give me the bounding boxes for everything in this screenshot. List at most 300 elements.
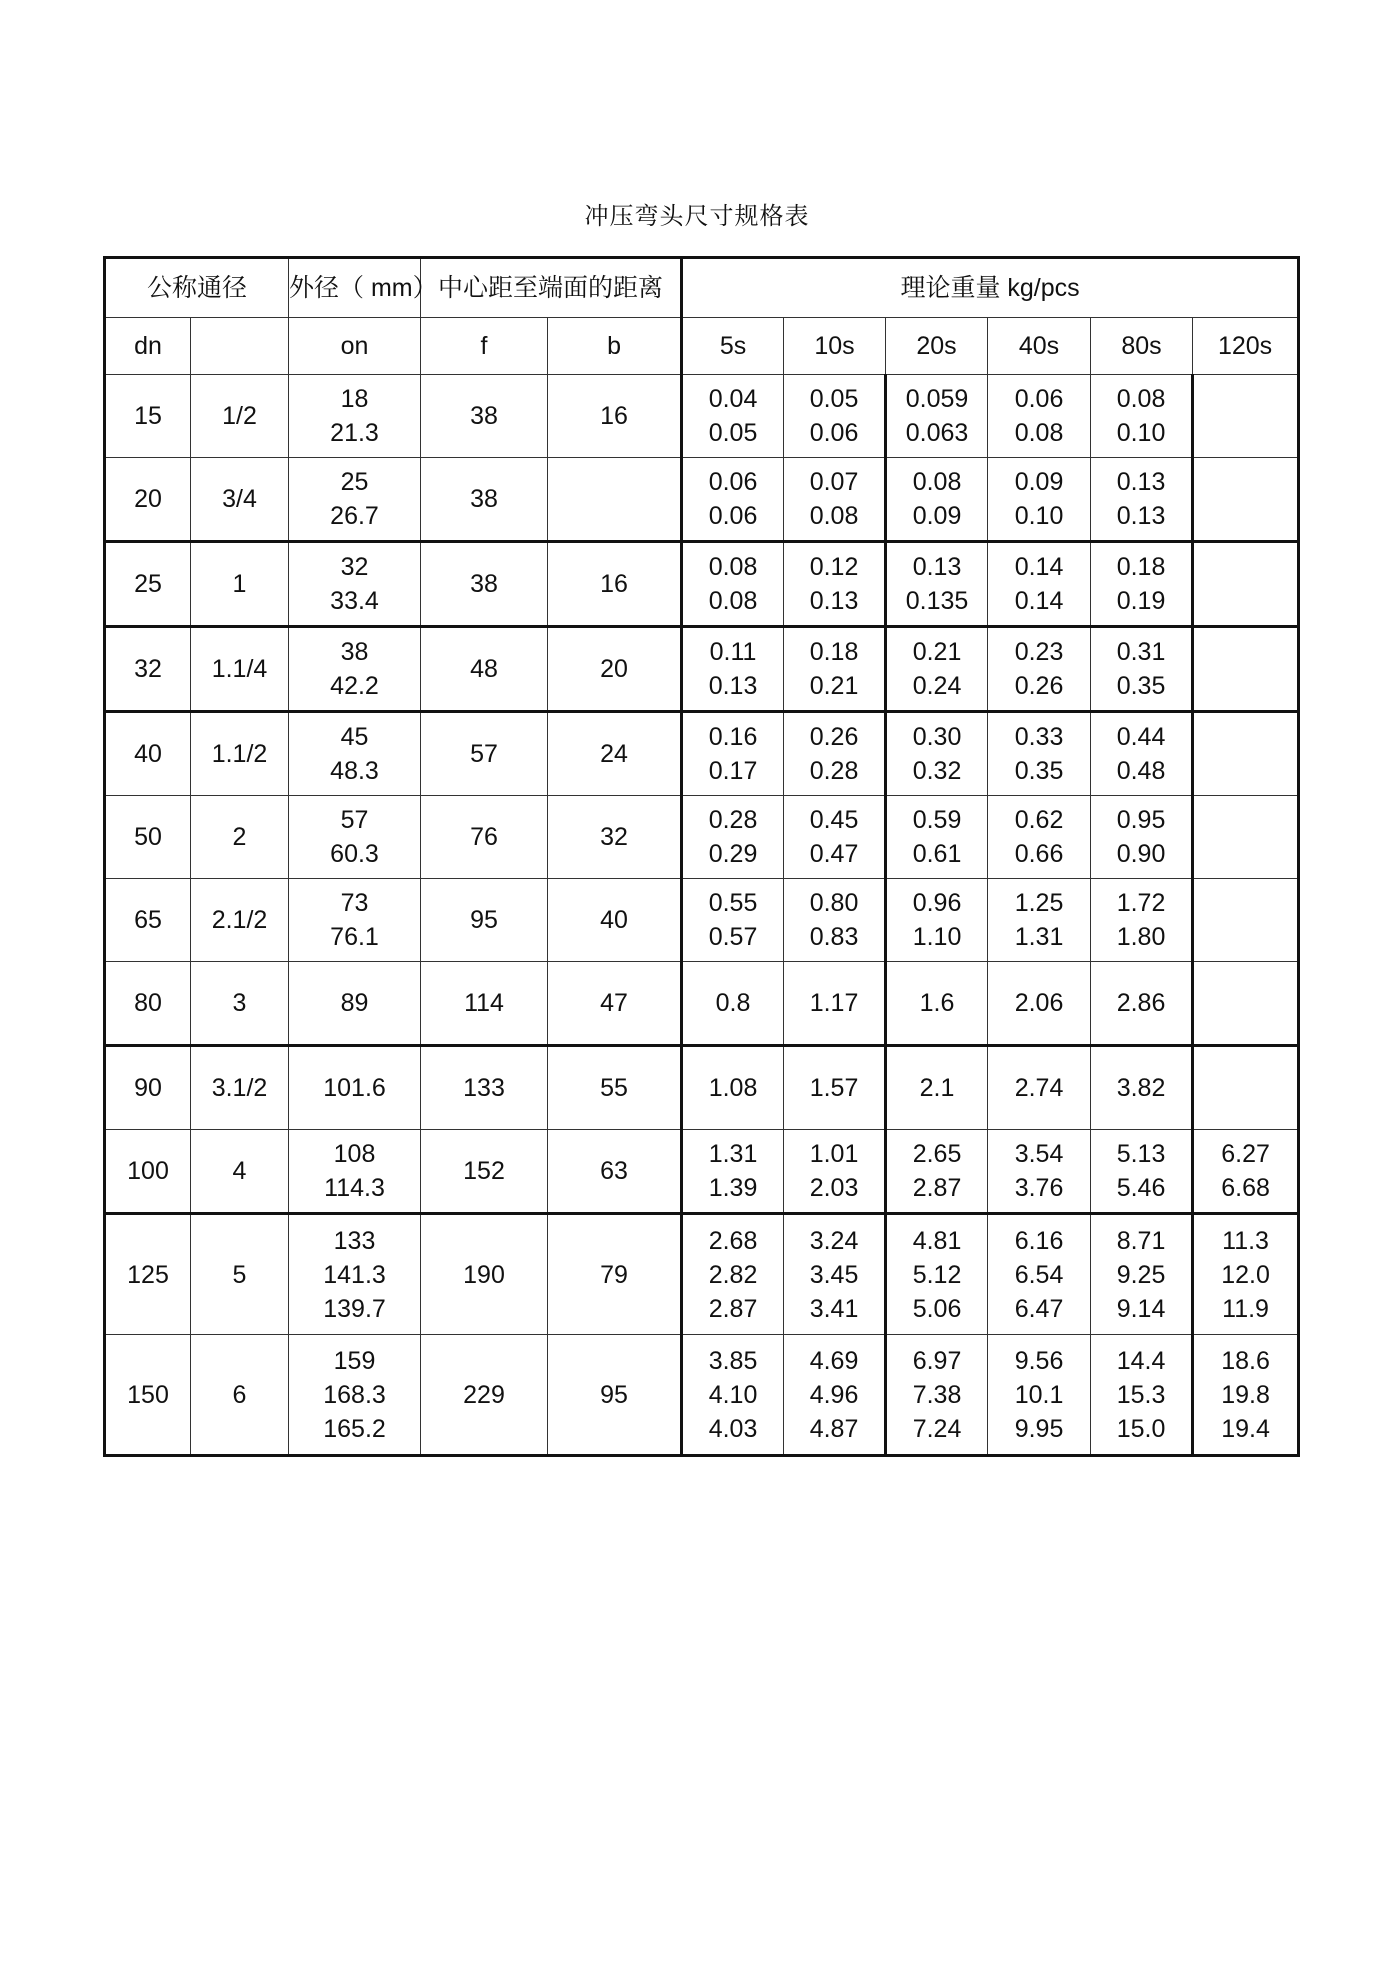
cell-f: 57: [421, 712, 548, 796]
cell-value: 165.2: [323, 1414, 386, 1443]
cell-weight-20s: [886, 1130, 988, 1214]
cell-value: 48.3: [330, 757, 379, 785]
cell-value: 3.24: [809, 1226, 859, 1255]
cell-value: 0.10: [1014, 502, 1064, 530]
cell-value: 7.24: [912, 1414, 962, 1443]
cell-value: 0.135: [905, 587, 969, 615]
cell-weight-80s: [1091, 542, 1193, 627]
cell-outer-diameter: [289, 879, 421, 962]
cell-outer-diameter: [289, 1046, 421, 1130]
cell-value: 0.07: [809, 468, 859, 496]
table-row: [105, 458, 1299, 542]
cell-value: 6.47: [1014, 1294, 1064, 1323]
cell-weight-40s: [988, 375, 1091, 458]
cell-f: 133: [421, 1046, 548, 1130]
header-nominal: 公称通径: [105, 258, 289, 318]
cell-value: 10.1: [1014, 1380, 1064, 1409]
cell-value: 114.3: [324, 1174, 385, 1202]
cell-outer-diameter: [289, 962, 421, 1046]
cell-inch: 1.1/2: [191, 712, 289, 796]
cell-value: 73: [340, 889, 369, 917]
cell-value: 3.76: [1014, 1174, 1064, 1202]
cell-weight-20s: [886, 375, 988, 458]
cell-outer-diameter: [289, 542, 421, 627]
cell-value: 0.59: [912, 806, 962, 834]
cell-dn: 25: [105, 542, 191, 627]
cell-weight-10s: [784, 1130, 886, 1214]
cell-weight-20s: [886, 1335, 988, 1456]
cell-value: 9.56: [1014, 1346, 1064, 1375]
cell-value: 11.3: [1222, 1226, 1269, 1255]
cell-value: 1.25: [1014, 889, 1064, 917]
cell-b: 55: [548, 1046, 682, 1130]
cell-weight-5s: [682, 375, 784, 458]
cell-weight-80s: [1091, 1130, 1193, 1214]
cell-value: 0.17: [708, 757, 758, 785]
header-row: [105, 258, 1299, 318]
cell-value: 26.7: [330, 502, 379, 530]
cell-value: 0.08: [809, 502, 859, 530]
cell-value: 0.66: [1014, 840, 1064, 868]
cell-value: 0.83: [809, 923, 859, 951]
cell-weight-120s: [1193, 1335, 1299, 1456]
cell-inch: 3: [191, 962, 289, 1046]
subheader-cell: [191, 318, 289, 375]
subheader-cell: 80s: [1091, 318, 1193, 375]
cell-value: 0.08: [1116, 385, 1166, 413]
cell-weight-10s: [784, 796, 886, 879]
cell-value: 1.6: [919, 989, 955, 1017]
subheader-cell: dn: [105, 318, 191, 375]
cell-value: 14.4: [1116, 1346, 1166, 1375]
cell-value: 9.14: [1116, 1294, 1166, 1323]
cell-inch: 3.1/2: [191, 1046, 289, 1130]
cell-value: 1.80: [1116, 923, 1166, 951]
cell-value: 0.063: [905, 419, 969, 447]
cell-value: 0.09: [912, 502, 962, 530]
cell-value: 1.31: [1014, 923, 1064, 951]
cell-value: 38: [340, 638, 369, 666]
cell-value: 4.03: [708, 1414, 758, 1443]
cell-dn: 80: [105, 962, 191, 1046]
cell-outer-diameter: [289, 1130, 421, 1214]
cell-outer-diameter: [289, 1335, 421, 1456]
cell-b: 20: [548, 627, 682, 712]
cell-weight-80s: [1091, 796, 1193, 879]
cell-value: 2.06: [1014, 989, 1064, 1017]
cell-weight-40s: [988, 1335, 1091, 1456]
cell-value: 0.44: [1116, 723, 1166, 751]
spec-table: [103, 256, 1300, 1457]
cell-value: 3.82: [1116, 1074, 1166, 1102]
cell-weight-80s: [1091, 962, 1193, 1046]
cell-value: 0.23: [1014, 638, 1064, 666]
cell-weight-10s: [784, 375, 886, 458]
cell-value: 0.05: [809, 385, 859, 413]
cell-value: 33.4: [330, 587, 379, 615]
cell-weight-20s: [886, 712, 988, 796]
cell-f: 229: [421, 1335, 548, 1456]
cell-value: 76.1: [330, 923, 379, 951]
cell-value: 0.31: [1116, 638, 1166, 666]
cell-value: 0.08: [1014, 419, 1064, 447]
cell-inch: 1.1/4: [191, 627, 289, 712]
cell-value: 3.41: [809, 1294, 859, 1323]
table-row: [105, 712, 1299, 796]
cell-weight-10s: [784, 1214, 886, 1335]
cell-weight-80s: [1091, 627, 1193, 712]
cell-value: 45: [340, 723, 369, 751]
cell-value: 3.85: [708, 1346, 758, 1375]
cell-value: 1.01: [809, 1140, 859, 1168]
cell-b: 24: [548, 712, 682, 796]
cell-value: 6.97: [912, 1346, 962, 1375]
cell-value: 0.10: [1116, 419, 1166, 447]
subheader-cell: b: [548, 318, 682, 375]
cell-b: 40: [548, 879, 682, 962]
table-row: [105, 627, 1299, 712]
cell-weight-120s: [1193, 712, 1299, 796]
cell-weight-20s: [886, 879, 988, 962]
cell-weight-10s: [784, 627, 886, 712]
table-row: [105, 796, 1299, 879]
cell-weight-5s: [682, 1130, 784, 1214]
cell-dn: 32: [105, 627, 191, 712]
cell-value: 1.10: [912, 923, 962, 951]
cell-value: 18.6: [1221, 1346, 1270, 1375]
cell-value: 25: [340, 468, 369, 496]
cell-value: 11.9: [1222, 1294, 1269, 1323]
cell-value: 101.6: [323, 1074, 386, 1102]
cell-value: 32: [340, 553, 369, 581]
cell-value: 2.74: [1014, 1074, 1064, 1102]
table-row: [105, 1046, 1299, 1130]
cell-weight-10s: [784, 879, 886, 962]
cell-b: 79: [548, 1214, 682, 1335]
page-title: 冲压弯头尺寸规格表: [584, 203, 810, 230]
cell-value: 7.38: [912, 1380, 962, 1409]
cell-weight-120s: [1193, 627, 1299, 712]
cell-inch: 5: [191, 1214, 289, 1335]
cell-value: 0.05: [708, 419, 758, 447]
cell-dn: 40: [105, 712, 191, 796]
cell-value: 2.65: [912, 1140, 962, 1168]
cell-value: 2.82: [708, 1260, 758, 1289]
subheader-cell: 10s: [784, 318, 886, 375]
cell-weight-5s: [682, 962, 784, 1046]
table-row: [105, 542, 1299, 627]
cell-value: 2.68: [708, 1226, 758, 1255]
cell-value: 89: [340, 989, 369, 1017]
cell-value: 0.11: [709, 638, 757, 666]
cell-weight-40s: [988, 542, 1091, 627]
cell-weight-10s: [784, 458, 886, 542]
cell-dn: 125: [105, 1214, 191, 1335]
subheader-cell: 20s: [886, 318, 988, 375]
cell-value: 0.18: [809, 638, 859, 666]
cell-value: 21.3: [330, 419, 379, 447]
cell-value: 0.24: [912, 672, 962, 700]
cell-b: 16: [548, 542, 682, 627]
cell-value: 0.57: [708, 923, 758, 951]
cell-value: 6.68: [1221, 1174, 1270, 1202]
table-row: [105, 1130, 1299, 1214]
cell-inch: 1: [191, 542, 289, 627]
cell-value: 4.10: [708, 1380, 758, 1409]
cell-value: 2.87: [912, 1174, 962, 1202]
cell-value: 1.08: [708, 1074, 758, 1102]
cell-value: 9.95: [1014, 1414, 1064, 1443]
cell-inch: 2.1/2: [191, 879, 289, 962]
table-row: [105, 879, 1299, 962]
cell-value: 6.54: [1014, 1260, 1064, 1289]
cell-weight-5s: [682, 458, 784, 542]
cell-value: 3.45: [809, 1260, 859, 1289]
cell-weight-5s: [682, 712, 784, 796]
cell-weight-40s: [988, 627, 1091, 712]
cell-inch: 4: [191, 1130, 289, 1214]
cell-weight-120s: [1193, 1046, 1299, 1130]
cell-value: 0.08: [708, 553, 758, 581]
cell-value: 0.62: [1014, 806, 1064, 834]
cell-weight-10s: [784, 1335, 886, 1456]
subheader-cell: 120s: [1193, 318, 1299, 375]
cell-value: 4.81: [912, 1226, 962, 1255]
subheader-cell: 40s: [988, 318, 1091, 375]
cell-value: 0.06: [708, 468, 758, 496]
cell-value: 8.71: [1116, 1226, 1166, 1255]
cell-dn: 20: [105, 458, 191, 542]
cell-value: 0.08: [912, 468, 962, 496]
cell-inch: 2: [191, 796, 289, 879]
cell-weight-20s: [886, 458, 988, 542]
cell-weight-40s: [988, 1046, 1091, 1130]
cell-value: 1.72: [1116, 889, 1166, 917]
cell-value: 0.19: [1116, 587, 1166, 615]
cell-value: 133: [333, 1226, 376, 1255]
header-outer-diameter: 外径（ mm）: [289, 258, 421, 318]
cell-value: 4.69: [809, 1346, 859, 1375]
cell-weight-120s: [1193, 542, 1299, 627]
cell-weight-120s: [1193, 796, 1299, 879]
cell-value: 12.0: [1221, 1260, 1270, 1289]
cell-value: 0.61: [912, 840, 962, 868]
cell-value: 0.16: [708, 723, 758, 751]
cell-f: 48: [421, 627, 548, 712]
cell-value: 0.13: [809, 587, 859, 615]
cell-value: 0.21: [809, 672, 859, 700]
cell-weight-10s: [784, 542, 886, 627]
cell-value: 42.2: [330, 672, 379, 700]
cell-weight-120s: [1193, 962, 1299, 1046]
cell-value: 0.45: [809, 806, 859, 834]
cell-value: 0.30: [912, 723, 962, 751]
cell-weight-120s: [1193, 1214, 1299, 1335]
cell-weight-20s: [886, 1214, 988, 1335]
cell-value: 0.95: [1116, 806, 1166, 834]
cell-weight-5s: [682, 879, 784, 962]
cell-value: 108: [333, 1140, 376, 1168]
table-row: [105, 962, 1299, 1046]
cell-weight-5s: [682, 1046, 784, 1130]
cell-weight-120s: [1193, 879, 1299, 962]
cell-weight-80s: [1091, 458, 1193, 542]
cell-value: 0.09: [1014, 468, 1064, 496]
cell-weight-40s: [988, 962, 1091, 1046]
subheader-row: [105, 318, 1299, 375]
cell-weight-80s: [1091, 1046, 1193, 1130]
cell-value: 5.12: [912, 1260, 962, 1289]
cell-value: 2.1: [919, 1074, 955, 1102]
cell-value: 0.32: [912, 757, 962, 785]
cell-value: 2.87: [708, 1294, 758, 1323]
cell-value: 0.29: [708, 840, 758, 868]
cell-value: 0.13: [1116, 468, 1166, 496]
cell-value: 159: [333, 1346, 376, 1375]
cell-f: 152: [421, 1130, 548, 1214]
cell-value: 6.16: [1014, 1226, 1064, 1255]
cell-value: 6.27: [1221, 1140, 1270, 1168]
cell-b: [548, 458, 682, 542]
cell-weight-10s: [784, 1046, 886, 1130]
cell-value: 0.14: [1014, 553, 1064, 581]
cell-value: 0.059: [905, 385, 969, 413]
cell-value: 0.21: [912, 638, 962, 666]
cell-dn: 100: [105, 1130, 191, 1214]
cell-weight-80s: [1091, 375, 1193, 458]
cell-value: 0.28: [708, 806, 758, 834]
cell-f: 38: [421, 542, 548, 627]
cell-f: 190: [421, 1214, 548, 1335]
cell-b: 63: [548, 1130, 682, 1214]
cell-weight-10s: [784, 712, 886, 796]
cell-value: 2.03: [809, 1174, 859, 1202]
cell-value: 0.35: [1116, 672, 1166, 700]
cell-value: 60.3: [330, 840, 379, 868]
cell-value: 0.06: [1014, 385, 1064, 413]
cell-value: 0.13: [912, 553, 962, 581]
header-weight: 理论重量 kg/pcs: [682, 258, 1299, 318]
cell-value: 0.55: [708, 889, 758, 917]
cell-value: 0.26: [809, 723, 859, 751]
cell-b: 16: [548, 375, 682, 458]
cell-value: 0.33: [1014, 723, 1064, 751]
cell-value: 0.26: [1014, 672, 1064, 700]
cell-weight-120s: [1193, 1130, 1299, 1214]
header-center-distance: 中心距至端面的距离: [421, 258, 682, 318]
cell-inch: 6: [191, 1335, 289, 1456]
cell-weight-20s: [886, 796, 988, 879]
cell-value: 0.96: [912, 889, 962, 917]
cell-value: 0.28: [809, 757, 859, 785]
cell-dn: 65: [105, 879, 191, 962]
cell-value: 5.13: [1116, 1140, 1166, 1168]
cell-weight-20s: [886, 542, 988, 627]
cell-value: 2.86: [1116, 989, 1166, 1017]
cell-outer-diameter: [289, 375, 421, 458]
cell-weight-20s: [886, 627, 988, 712]
cell-f: 95: [421, 879, 548, 962]
cell-dn: 90: [105, 1046, 191, 1130]
cell-value: 1.17: [809, 989, 859, 1017]
cell-weight-20s: [886, 962, 988, 1046]
cell-value: 5.06: [912, 1294, 962, 1323]
cell-value: 0.06: [809, 419, 859, 447]
cell-value: 168.3: [323, 1380, 386, 1409]
cell-value: 0.14: [1014, 587, 1064, 615]
cell-value: 141.3: [323, 1260, 386, 1289]
cell-value: 18: [340, 385, 369, 413]
cell-weight-80s: [1091, 1335, 1193, 1456]
cell-value: 9.25: [1116, 1260, 1166, 1289]
cell-weight-40s: [988, 879, 1091, 962]
cell-b: 47: [548, 962, 682, 1046]
subheader-cell: on: [289, 318, 421, 375]
cell-value: 0.90: [1116, 840, 1166, 868]
cell-value: 0.13: [1116, 502, 1166, 530]
cell-value: 19.4: [1221, 1414, 1270, 1443]
cell-dn: 50: [105, 796, 191, 879]
cell-weight-40s: [988, 712, 1091, 796]
cell-weight-40s: [988, 458, 1091, 542]
cell-value: 15.3: [1116, 1380, 1166, 1409]
cell-weight-40s: [988, 1214, 1091, 1335]
cell-outer-diameter: [289, 458, 421, 542]
subheader-cell: f: [421, 318, 548, 375]
cell-weight-5s: [682, 627, 784, 712]
cell-value: 1.57: [809, 1074, 859, 1102]
cell-outer-diameter: [289, 796, 421, 879]
table-row: [105, 1214, 1299, 1335]
cell-value: 0.12: [809, 553, 859, 581]
cell-value: 57: [340, 806, 369, 834]
cell-value: 0.35: [1014, 757, 1064, 785]
table-row: [105, 1335, 1299, 1456]
cell-weight-120s: [1193, 375, 1299, 458]
cell-value: 19.8: [1221, 1380, 1270, 1409]
cell-value: 0.04: [708, 385, 758, 413]
cell-outer-diameter: [289, 1214, 421, 1335]
subheader-cell: 5s: [682, 318, 784, 375]
cell-inch: 1/2: [191, 375, 289, 458]
cell-value: 0.13: [708, 672, 758, 700]
cell-f: 38: [421, 458, 548, 542]
cell-f: 114: [421, 962, 548, 1046]
cell-dn: 150: [105, 1335, 191, 1456]
cell-value: 0.8: [715, 989, 751, 1017]
cell-weight-5s: [682, 1335, 784, 1456]
cell-value: 0.08: [708, 587, 758, 615]
cell-value: 0.48: [1116, 757, 1166, 785]
cell-weight-20s: [886, 1046, 988, 1130]
cell-f: 38: [421, 375, 548, 458]
cell-b: 95: [548, 1335, 682, 1456]
cell-weight-80s: [1091, 1214, 1193, 1335]
cell-weight-5s: [682, 1214, 784, 1335]
cell-value: 0.18: [1116, 553, 1166, 581]
cell-dn: 15: [105, 375, 191, 458]
cell-value: 4.96: [809, 1380, 859, 1409]
cell-weight-80s: [1091, 712, 1193, 796]
cell-value: 5.46: [1116, 1174, 1166, 1202]
cell-weight-120s: [1193, 458, 1299, 542]
cell-b: 32: [548, 796, 682, 879]
table-row: [105, 375, 1299, 458]
cell-value: 4.87: [809, 1414, 859, 1443]
cell-weight-40s: [988, 796, 1091, 879]
cell-weight-5s: [682, 796, 784, 879]
cell-weight-10s: [784, 962, 886, 1046]
